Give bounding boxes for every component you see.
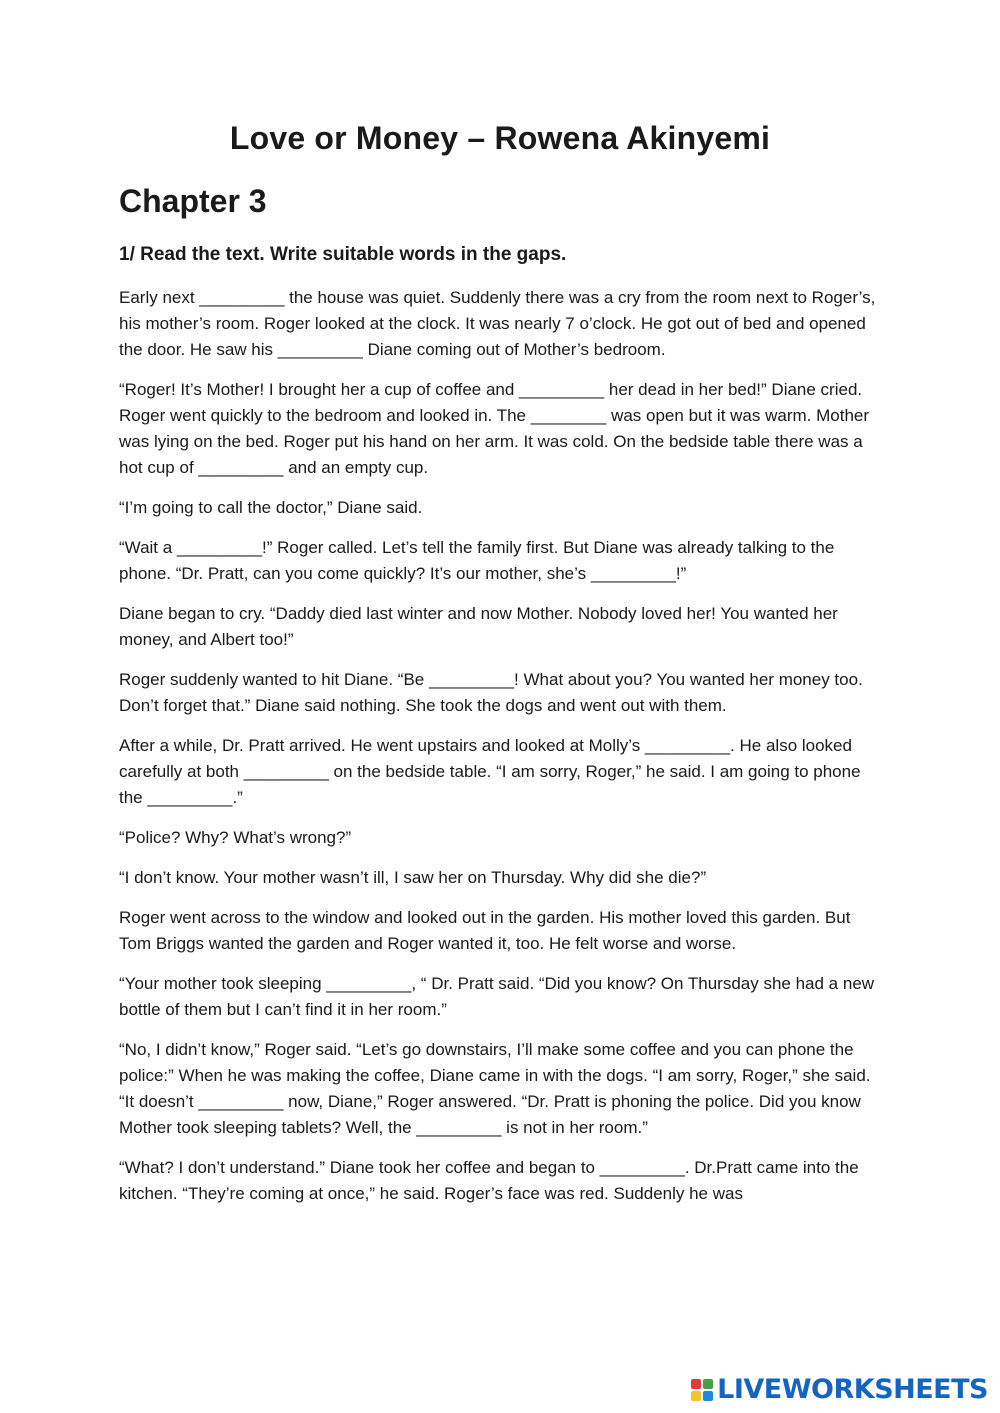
paragraph: “No, I didn’t know,” Roger said. “Let’s go downstairs, I’ll make some coffee and you can phone the police:” When he was making the coffee, Diane came in with the dogs. “I am sorry, Roger,” she said. “It doesn’t _________ now, Diane,” Roger answered. “Dr. Pratt is phoning the police. Did you know Mother took sleeping tablets? Well, the _________ is not in her room.” <box>119 1040 871 1137</box>
paragraph: “Wait a _________!” Roger called. Let’s tell the family first. But Diane was already talking to the phone. “Dr. Pratt, can you come quickly? It’s our mother, she’s _________!” <box>119 538 835 583</box>
logo-square <box>703 1379 713 1389</box>
paragraph: Roger suddenly wanted to hit Diane. “Be _________! What about you? You wanted her money too. Don’t forget that.” Diane said nothing. She took the dogs and went out with them. <box>119 670 863 715</box>
paragraph: “I’m going to call the doctor,” Diane said. <box>119 498 423 517</box>
logo-text: LIVEWORKSHEETS <box>717 1374 988 1405</box>
paragraph: After a while, Dr. Pratt arrived. He went upstairs and looked at Molly’s _________. He also looked carefully at both _________ on the bedside table. “I am sorry, Roger,” he said. I am going to phone the _________.” <box>119 736 861 807</box>
logo-square <box>703 1391 713 1401</box>
logo-square <box>691 1379 701 1389</box>
paragraph: “I don’t know. Your mother wasn’t ill, I saw her on Thursday. Why did she die?” <box>119 868 707 887</box>
exercise-instruction: 1/ Read the text. Write suitable words in the gaps. <box>119 244 567 265</box>
paragraph: “Police? Why? What’s wrong?” <box>119 828 352 847</box>
paragraph: Early next _________ the house was quiet. Suddenly there was a cry from the room next to Roger’s, his mother’s room. Roger looked at the clock. It was nearly 7 o’clock. He got out of bed and opened the door. He saw his _________ Diane coming out of Mother’s bedroom. <box>119 288 876 359</box>
logo-square <box>691 1391 701 1401</box>
paragraph: Diane began to cry. “Daddy died last winter and now Mother. Nobody loved her! You wanted her money, and Albert too!” <box>119 604 838 649</box>
paragraph: “Your mother took sleeping _________, “ Dr. Pratt said. “Did you know? On Thursday she had a new bottle of them but I can’t find it in her room.” <box>119 974 875 1019</box>
chapter-heading: Chapter 3 <box>119 183 267 219</box>
logo-mark-icon <box>691 1379 713 1401</box>
liveworksheets-logo[interactable] <box>691 1374 988 1405</box>
document-title: Love or Money – Rowena Akinyemi <box>229 120 771 156</box>
paragraph: “Roger! It’s Mother! I brought her a cup of coffee and _________ her dead in her bed!” Diane cried. Roger went quickly to the bedroom and looked in. The ________ was open but it was warm. Mother was lying on the bed. Roger put his hand on her arm. It was cold. On the bedside table there was a hot cup of _________ and an empty cup. <box>119 380 870 477</box>
paragraph: Roger went across to the window and looked out in the garden. His mother loved this garden. But Tom Briggs wanted the garden and Roger wanted it, too. He felt worse and worse. <box>119 908 851 953</box>
story-text <box>119 285 879 1221</box>
paragraph: “What? I don’t understand.” Diane took her coffee and began to _________. Dr.Pratt came into the kitchen. “They’re coming at once,” he said. Roger’s face was red. Suddenly he was <box>119 1158 859 1203</box>
